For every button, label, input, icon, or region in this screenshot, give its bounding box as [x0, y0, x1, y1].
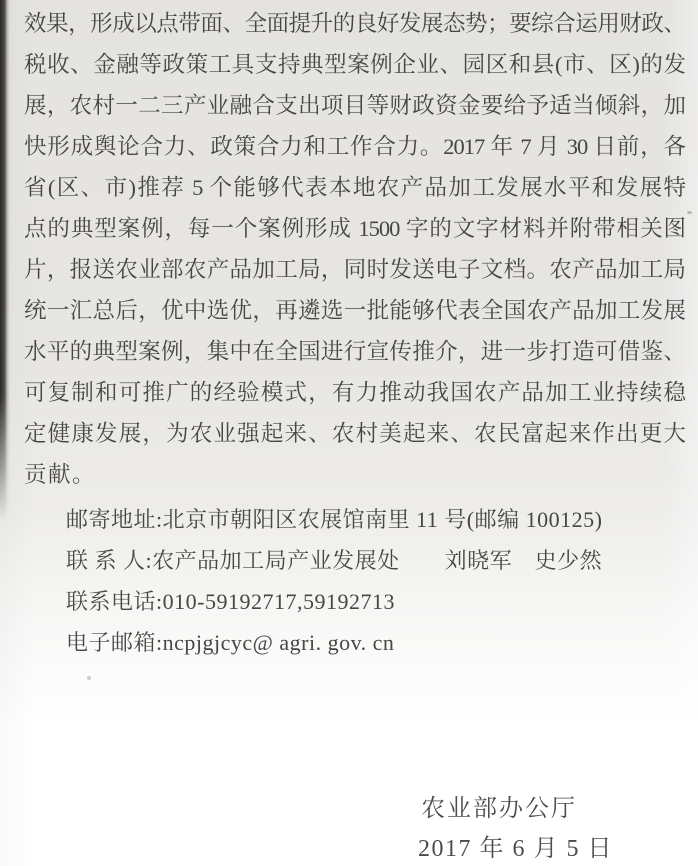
signature-date: 2017 年 6 月 5 日 [418, 836, 613, 862]
body-text-line-1: 效果，形成以点带面、全面提升的良好发展态势；要综合运用财政、 [24, 11, 685, 36]
body-text-line-12: 贡献。 [24, 462, 97, 487]
body-text-line-11: 定健康发展，为农业强起来、农村美起来、农民富起来作出更大 [24, 421, 685, 446]
contact-email-line: 电子邮箱:ncpjgjcyc@ agri. gov. cn [66, 630, 395, 655]
body-text-line-5: 省(区、市)推荐 5 个能够代表本地农产品加工发展水平和发展特 [24, 175, 685, 200]
contact-address-line: 邮寄地址:北京市朝阳区农展馆南里 11 号(邮编 100125) [66, 507, 603, 532]
body-text-line-9: 水平的典型案例，集中在全国进行宣传推介，进一步打造可借鉴、 [24, 339, 685, 364]
body-text-line-3: 展，农村一二三产业融合支出项目等财政资金要给予适当倾斜，加 [24, 93, 685, 118]
body-paragraph [24, 3, 685, 495]
body-text-line-4: 快形成舆论合力、政策合力和工作合力。2017 年 7 月 30 日前，各 [24, 134, 685, 159]
body-text-line-6: 点的典型案例，每一个案例形成 1500 字的文字材料并附带相关图 [24, 216, 685, 241]
body-text-line-7: 片，报送农业部农产品加工局，同时发送电子文档。农产品加工局 [24, 257, 685, 282]
body-text-line-8: 统一汇总后，优中选优，再遴选一批能够代表全国农产品加工发展 [24, 298, 685, 323]
scan-speck [687, 211, 692, 214]
signature-org: 农业部办公厅 [421, 796, 577, 822]
contact-person-line: 联 系 人:农产品加工局产业发展处 刘晓军 史少然 [66, 548, 603, 573]
contact-block [66, 499, 684, 663]
scan-speck [87, 676, 91, 680]
body-text-line-10: 可复制和可推广的经验模式，有力推动我国农产品加工业持续稳 [24, 380, 685, 405]
scan-edge-artifact [0, 0, 10, 520]
body-text-line-2: 税收、金融等政策工具支持典型案例企业、园区和县(市、区)的发 [24, 52, 685, 77]
contact-phone-line: 联系电话:010-59192717,59192713 [66, 589, 395, 614]
